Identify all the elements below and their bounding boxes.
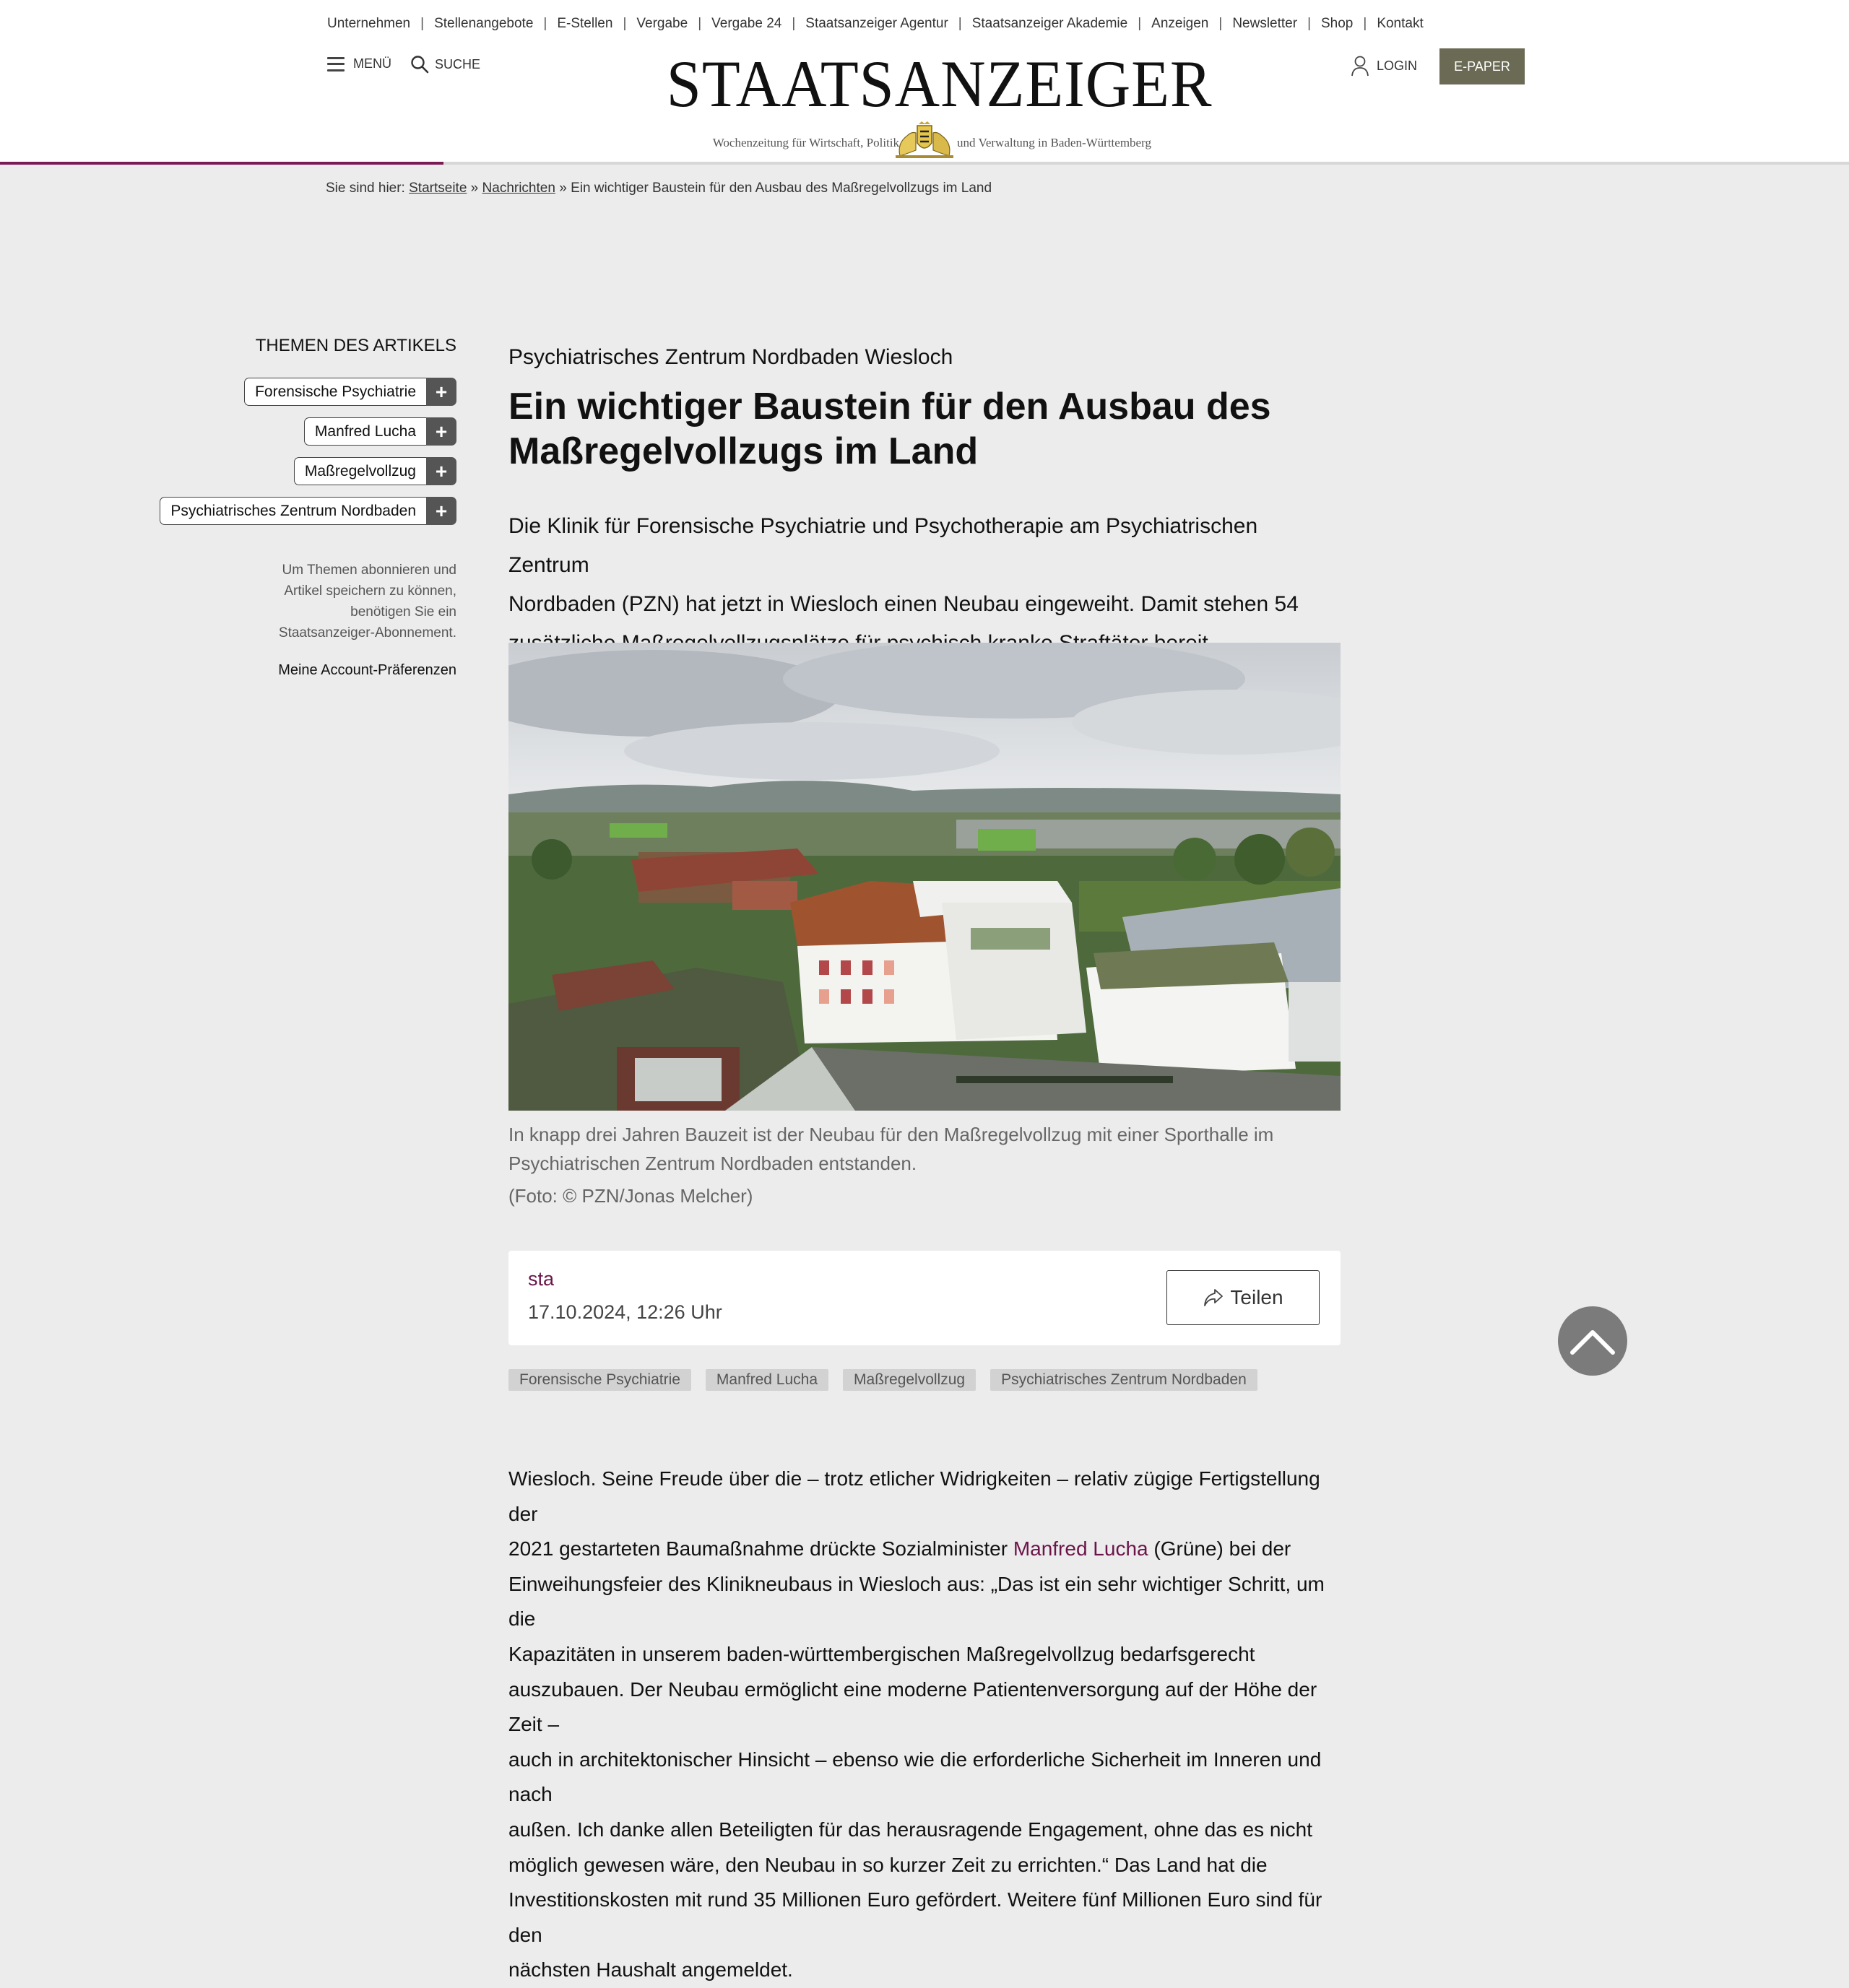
topnav-separator: | bbox=[1307, 16, 1311, 31]
body-line: außen. Ich danke allen Beteiligten für das herausragende Engagement, ohne das es nicht bbox=[508, 1818, 1312, 1841]
body-line: Investitionskosten mit rund 35 Millionen Euro gefördert. Weitere fünf Millionen Euro sind für den bbox=[508, 1888, 1322, 1946]
site-logo[interactable] bbox=[650, 47, 1213, 159]
tag-chip[interactable]: Forensische Psychiatrie bbox=[508, 1369, 691, 1391]
epaper-button[interactable]: E-PAPER bbox=[1439, 48, 1525, 84]
coat-of-arms-icon bbox=[890, 121, 959, 159]
photo-credit: (Foto: © PZN/Jonas Melcher) bbox=[508, 1185, 753, 1207]
scroll-to-top-button[interactable] bbox=[1558, 1306, 1627, 1376]
topic-label[interactable]: Maßregelvollzug bbox=[294, 457, 426, 485]
teaser-line: Nordbaden (PZN) hat jetzt in Wiesloch einen Neubau eingeweiht. Damit stehen 54 bbox=[508, 592, 1299, 616]
topic-label[interactable]: Manfred Lucha bbox=[304, 417, 426, 446]
body-line: auszubauen. Der Neubau ermöglicht eine moderne Patientenversorgung auf der Höhe der Zeit – bbox=[508, 1677, 1317, 1736]
body-line: Kapazitäten in unserem baden-württembergischen Maßregelvollzug bedarfsgerecht bbox=[508, 1642, 1255, 1665]
breadcrumb bbox=[326, 181, 992, 196]
topic-list bbox=[108, 378, 456, 525]
article-tags bbox=[508, 1369, 1257, 1391]
body-line: Einweihungsfeier des Klinikneubaus in Wiesloch aus: „Das ist ein sehr wichtiger Schritt, um die bbox=[508, 1572, 1325, 1631]
topnav-separator: | bbox=[420, 16, 425, 31]
body-line bbox=[508, 1462, 1341, 1532]
breadcrumb-prefix: Sie sind hier: bbox=[326, 181, 405, 196]
top-navigation bbox=[327, 16, 1424, 32]
hamburger-icon bbox=[327, 57, 345, 71]
topic-item bbox=[244, 378, 456, 406]
article-teaser bbox=[508, 507, 1341, 663]
article-kicker: Psychiatrisches Zentrum Nordbaden Wiesloch bbox=[508, 345, 953, 369]
menu-button[interactable] bbox=[327, 56, 391, 71]
subscribe-topic-button[interactable]: + bbox=[426, 378, 456, 406]
body-text-segment: Seine Freude über die – trotz etlicher Widrigkeiten – relativ zügige Fertigstellung der bbox=[508, 1467, 1320, 1525]
article-headline bbox=[508, 384, 1341, 474]
topnav-separator: | bbox=[1138, 16, 1142, 31]
article bbox=[508, 345, 1341, 1982]
topnav-item-anzeigen[interactable]: Anzeigen bbox=[1151, 16, 1209, 31]
share-label: Teilen bbox=[1230, 1286, 1283, 1308]
body-line: auch in architektonischer Hinsicht – ebenso wie die erforderliche Sicherheit im Inneren und nach bbox=[508, 1748, 1322, 1806]
subscription-note-line: Um Themen abonnieren und bbox=[282, 563, 456, 578]
topnav-separator: | bbox=[623, 16, 627, 31]
dateline: Wiesloch. bbox=[508, 1467, 597, 1490]
reading-progress-fill bbox=[0, 162, 443, 165]
aerial-building-photo bbox=[508, 643, 1341, 1111]
reading-progress-bar bbox=[0, 162, 1849, 165]
menu-label: MENÜ bbox=[353, 56, 391, 71]
article-date: 17.10.2024, 12:26 Uhr bbox=[528, 1301, 722, 1323]
body-text-segment: (Grüne) bei der bbox=[1148, 1537, 1291, 1561]
headline-line: Maßregelvollzugs im Land bbox=[508, 430, 979, 472]
site-header bbox=[0, 0, 1849, 162]
breadcrumb-separator: » bbox=[470, 181, 479, 196]
subscribe-topic-button[interactable]: + bbox=[426, 457, 456, 485]
search-button[interactable] bbox=[410, 55, 480, 74]
breadcrumb-home-link[interactable]: Startseite bbox=[409, 181, 467, 196]
topnav-item-shop[interactable]: Shop bbox=[1321, 16, 1354, 31]
subscribe-topic-button[interactable]: + bbox=[426, 497, 456, 525]
breadcrumb-current: Ein wichtiger Baustein für den Ausbau des Maßregelvollzugs im Land bbox=[571, 181, 992, 196]
body-line: möglich gewesen wäre, den Neubau in so kurzer Zeit zu errichten.“ Das Land hat die bbox=[508, 1853, 1268, 1876]
topnav-separator: | bbox=[958, 16, 962, 31]
login-button[interactable] bbox=[1351, 55, 1417, 77]
article-body bbox=[508, 1462, 1341, 1988]
login-label: LOGIN bbox=[1377, 58, 1418, 73]
breadcrumb-section-link[interactable]: Nachrichten bbox=[482, 181, 555, 196]
topnav-item-kontakt[interactable]: Kontakt bbox=[1377, 16, 1424, 31]
topnav-item-newsletter[interactable]: Newsletter bbox=[1232, 16, 1298, 31]
subscription-note-line: benötigen Sie ein bbox=[350, 604, 456, 620]
search-label: SUCHE bbox=[435, 56, 481, 71]
tag-chip[interactable]: Manfred Lucha bbox=[706, 1369, 828, 1391]
topic-item bbox=[294, 457, 456, 485]
search-icon bbox=[410, 55, 429, 74]
logo-subtitle bbox=[650, 121, 1199, 159]
topnav-item-vergabe[interactable]: Vergabe bbox=[636, 16, 688, 31]
tag-chip[interactable]: Psychiatrisches Zentrum Nordbaden bbox=[990, 1369, 1257, 1391]
share-button[interactable] bbox=[1166, 1270, 1320, 1325]
topic-item bbox=[304, 417, 456, 446]
topnav-separator: | bbox=[1218, 16, 1223, 31]
body-line: nächsten Haushalt angemeldet. bbox=[508, 1958, 793, 1982]
sidebar-title: THEMEN DES ARTIKELS bbox=[255, 336, 456, 355]
topnav-item-stellenangebote[interactable]: Stellenangebote bbox=[434, 16, 534, 31]
subscription-note bbox=[108, 560, 456, 643]
subscribe-topic-button[interactable]: + bbox=[426, 417, 456, 446]
headline-line: Ein wichtiger Baustein für den Ausbau des bbox=[508, 386, 1271, 427]
topnav-item-akademie[interactable]: Staatsanzeiger Akademie bbox=[971, 16, 1128, 31]
topnav-separator: | bbox=[543, 16, 547, 31]
logo-subtitle-right: und Verwaltung in Baden-Württemberg bbox=[957, 136, 1151, 149]
topnav-item-vergabe-24[interactable]: Vergabe 24 bbox=[711, 16, 782, 31]
share-icon bbox=[1203, 1288, 1224, 1308]
topnav-item-agentur[interactable]: Staatsanzeiger Agentur bbox=[805, 16, 948, 31]
body-text-segment: 2021 gestarteten Baumaßnahme drückte Sozialminister bbox=[508, 1537, 1013, 1561]
caption-line: Psychiatrischen Zentrum Nordbaden entstanden. bbox=[508, 1153, 917, 1174]
logo-title: STAATSANZEIGER bbox=[666, 47, 1213, 121]
subscription-note-line: Artikel speichern zu können, bbox=[284, 583, 456, 599]
topic-label[interactable]: Psychiatrisches Zentrum Nordbaden bbox=[160, 497, 426, 525]
topnav-item-e-stellen[interactable]: E-Stellen bbox=[557, 16, 613, 31]
article-author[interactable]: sta bbox=[528, 1268, 555, 1290]
subscription-note-line: Staatsanzeiger-Abonnement. bbox=[278, 625, 456, 641]
account-preferences-link[interactable]: Meine Account-Präferenzen bbox=[278, 662, 456, 678]
topnav-separator: | bbox=[1363, 16, 1367, 31]
caption-line: In knapp drei Jahren Bauzeit ist der Neubau für den Maßregelvollzug mit einer Sporthalle im bbox=[508, 1124, 1274, 1145]
person-link-manfred-lucha[interactable]: Manfred Lucha bbox=[1013, 1537, 1148, 1561]
topic-item bbox=[160, 497, 456, 525]
topnav-separator: | bbox=[698, 16, 702, 31]
teaser-line: Die Klinik für Forensische Psychiatrie und Psychotherapie am Psychiatrischen Zentrum bbox=[508, 514, 1258, 577]
article-topics-sidebar bbox=[108, 336, 456, 679]
article-meta bbox=[508, 1251, 1341, 1345]
article-photo bbox=[508, 643, 1341, 1111]
tag-chip[interactable]: Maßregelvollzug bbox=[843, 1369, 976, 1391]
topnav-item-unternehmen[interactable]: Unternehmen bbox=[327, 16, 411, 31]
chevron-up-icon bbox=[1569, 1327, 1616, 1355]
breadcrumb-separator: » bbox=[559, 181, 567, 196]
photo-caption bbox=[508, 1120, 1341, 1178]
topnav-separator: | bbox=[792, 16, 796, 31]
body-line bbox=[508, 1532, 1341, 1567]
topic-label[interactable]: Forensische Psychiatrie bbox=[244, 378, 426, 406]
user-icon bbox=[1351, 55, 1369, 77]
logo-subtitle-left: Wochenzeitung für Wirtschaft, Politik bbox=[712, 136, 899, 149]
